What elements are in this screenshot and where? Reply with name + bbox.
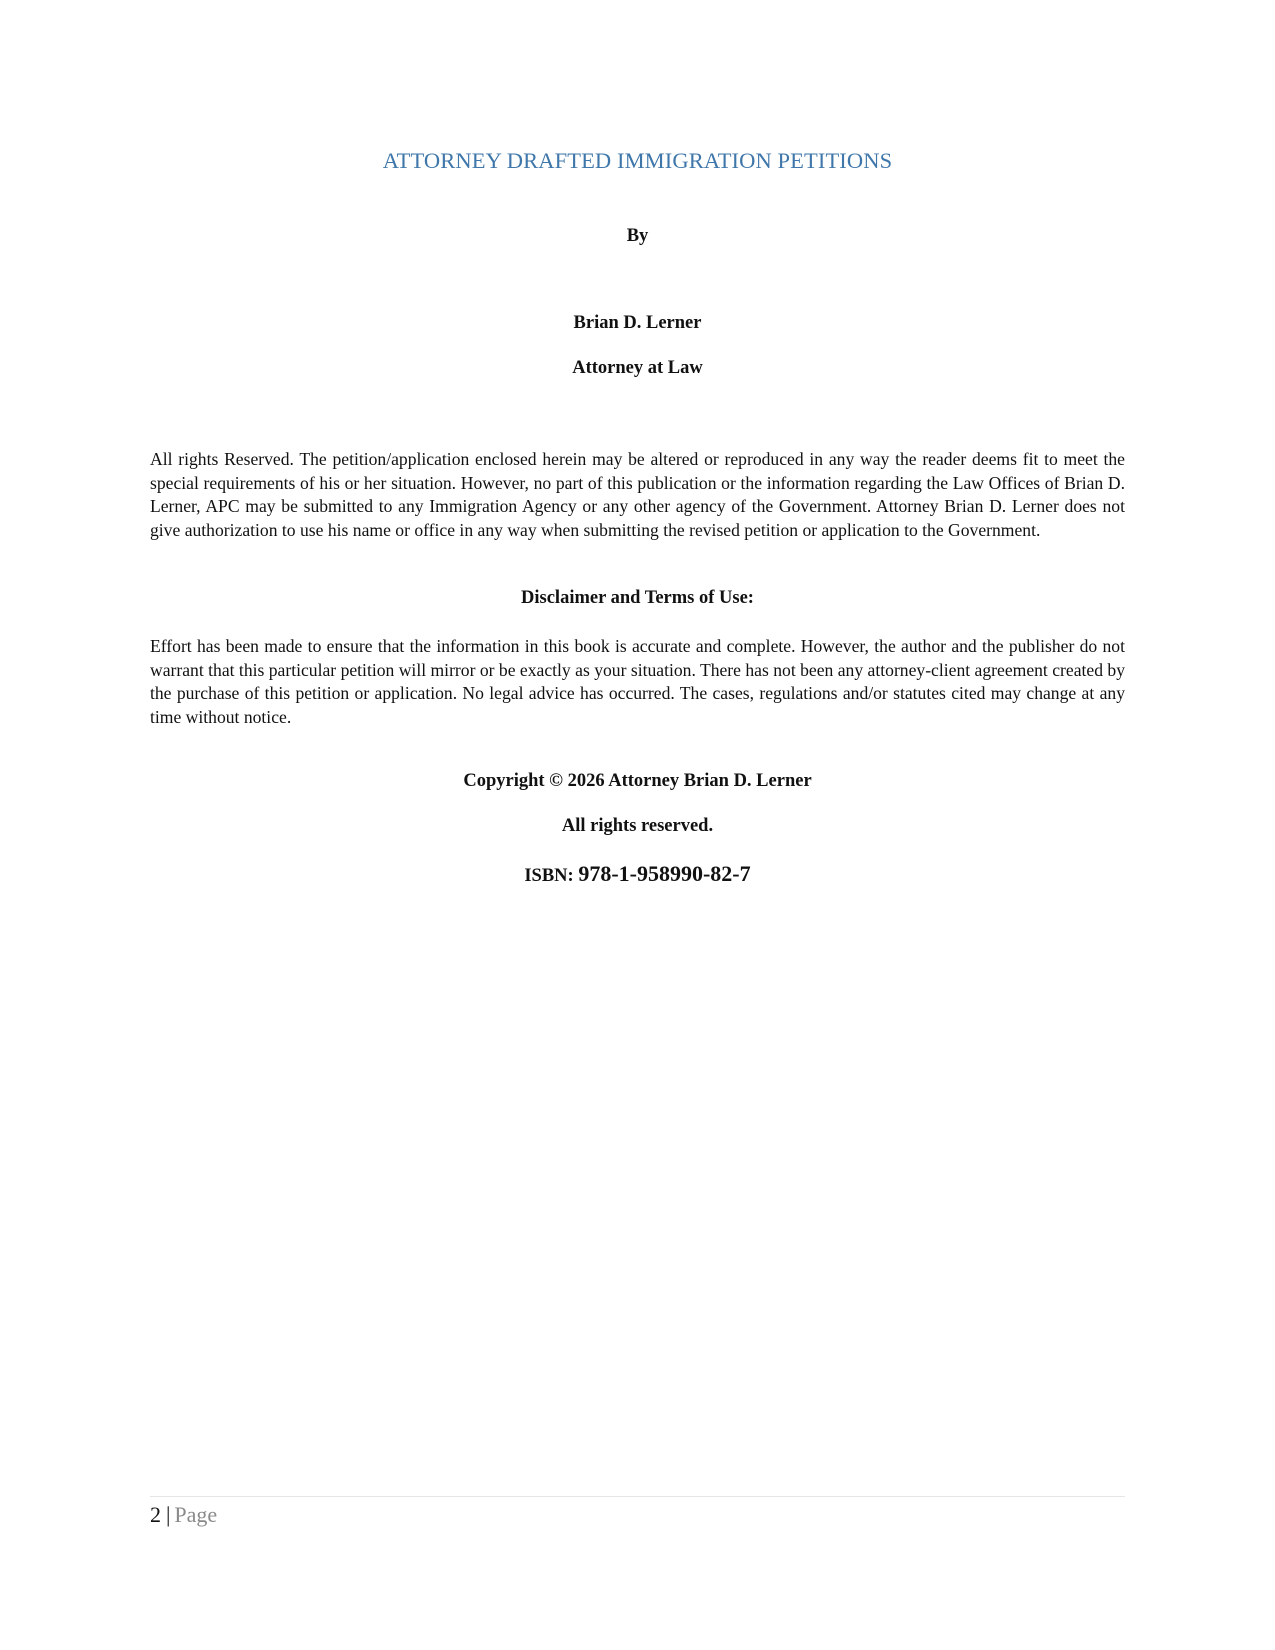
disclaimer-heading: Disclaimer and Terms of Use: bbox=[521, 588, 754, 608]
footer-separator: | bbox=[166, 1502, 171, 1527]
copyright-line: Copyright © 2026 Attorney Brian D. Lerner bbox=[463, 771, 812, 791]
disclaimer-paragraph: Effort has been made to ensure that the information in this book is accurate and complete. However, the author and the publisher do not warrant that this particular petition will mirror or be exactly as your situation. There has not been any attorney-client agreement created by the purchase of this petition or application. No legal advice has occurred. The cases, regulations and/or statutes cited may change at any time without notice. bbox=[150, 636, 1125, 727]
isbn-label: ISBN: bbox=[524, 866, 574, 886]
page-number: 2 bbox=[150, 1502, 161, 1527]
author-name: Brian D. Lerner bbox=[573, 313, 702, 333]
page-footer bbox=[150, 1502, 217, 1528]
isbn-line bbox=[150, 861, 1125, 887]
rights-paragraph: All rights Reserved. The petition/application enclosed herein may be altered or reproduced in any way the reader deems fit to meet the special requirements of his or her situation. However, no part of this publication or the information regarding the Law Offices of Brian D. Lerner, APC may be submitted to any Immigration Agency or any other agency of the Government. Attorney Brian D. Lerner does not give authorization to use his name or office in any way when submitting the revised petition or application to the Government. bbox=[150, 449, 1125, 540]
isbn-number: 978-1-958990-82-7 bbox=[578, 861, 751, 886]
document-title: ATTORNEY DRAFTED IMMIGRATION PETITIONS bbox=[382, 148, 893, 173]
page-label: Page bbox=[174, 1502, 218, 1527]
by-label: By bbox=[626, 226, 649, 246]
footer-divider bbox=[150, 1496, 1125, 1497]
all-rights-reserved: All rights reserved. bbox=[561, 816, 714, 836]
author-role: Attorney at Law bbox=[572, 358, 703, 378]
